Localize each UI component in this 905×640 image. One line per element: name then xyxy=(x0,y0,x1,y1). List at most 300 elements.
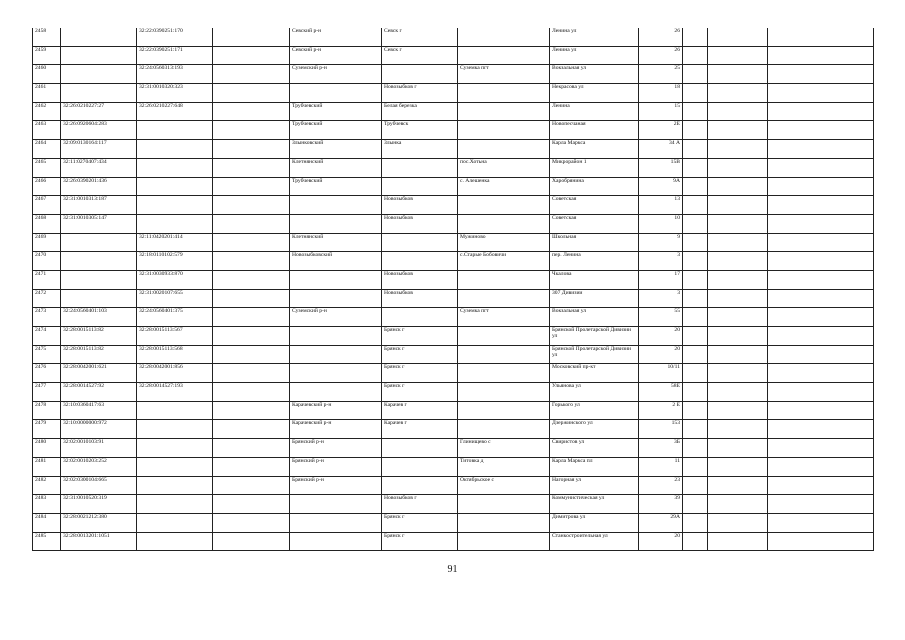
town: Карачев г xyxy=(382,420,458,439)
table-row xyxy=(33,327,874,346)
row-number: 2478 xyxy=(33,401,61,420)
street: Брянской Пролетарской Дивизии ул xyxy=(550,327,639,346)
empty-cell xyxy=(708,46,768,65)
house-number: 15 xyxy=(639,102,683,121)
table-row xyxy=(33,252,874,271)
empty-cell xyxy=(708,476,768,495)
town: Брянск г xyxy=(382,327,458,346)
house-number: 23 xyxy=(639,476,683,495)
street: Ленина ул xyxy=(550,28,639,46)
cadastral-number-parcel: 32:28:0042001:621 xyxy=(61,364,137,383)
empty-cell xyxy=(683,158,708,177)
row-number: 2461 xyxy=(33,84,61,103)
cadastral-number-parcel xyxy=(61,46,137,65)
settlement xyxy=(458,214,550,233)
town: Брянск г xyxy=(382,345,458,364)
empty-cell xyxy=(708,420,768,439)
row-number: 2482 xyxy=(33,476,61,495)
district: Трубчевский xyxy=(290,102,382,121)
cadastral-number-building xyxy=(137,476,213,495)
table-row xyxy=(33,532,874,551)
empty-cell xyxy=(213,289,290,308)
town: Новозыбков xyxy=(382,214,458,233)
empty-cell xyxy=(768,196,874,215)
cadastral-number-building xyxy=(137,532,213,551)
town xyxy=(382,177,458,196)
empty-cell xyxy=(768,364,874,383)
empty-cell xyxy=(683,214,708,233)
empty-cell xyxy=(708,327,768,346)
table-row xyxy=(33,345,874,364)
cadastral-number-building xyxy=(137,457,213,476)
cadastral-number-building xyxy=(137,177,213,196)
settlement xyxy=(458,121,550,140)
cadastral-number-parcel: 32:26:0390201:436 xyxy=(61,177,137,196)
street: Димитрова ул xyxy=(550,513,639,532)
town: Брянск г xyxy=(382,383,458,402)
row-number: 2479 xyxy=(33,420,61,439)
settlement: с. Алешенка xyxy=(458,177,550,196)
town xyxy=(382,158,458,177)
house-number: 9 xyxy=(639,233,683,252)
table-row xyxy=(33,439,874,458)
cadastral-number-parcel: 32:28:0021212:380 xyxy=(61,513,137,532)
town: Карачев г xyxy=(382,401,458,420)
street: Чкалова xyxy=(550,270,639,289)
district xyxy=(290,345,382,364)
table-row xyxy=(33,46,874,65)
cadastral-number-parcel xyxy=(61,233,137,252)
row-number: 2468 xyxy=(33,214,61,233)
empty-cell xyxy=(768,513,874,532)
cadastral-number-parcel xyxy=(61,289,137,308)
empty-cell xyxy=(708,140,768,159)
empty-cell xyxy=(213,457,290,476)
table-row xyxy=(33,233,874,252)
settlement xyxy=(458,196,550,215)
cadastral-number-building: 32:26:0210227:648 xyxy=(137,102,213,121)
table-row xyxy=(33,476,874,495)
empty-cell xyxy=(768,532,874,551)
empty-cell xyxy=(683,121,708,140)
row-number: 2458 xyxy=(33,28,61,46)
cadastral-number-building: 32:31:0010320:323 xyxy=(137,84,213,103)
empty-cell xyxy=(683,476,708,495)
empty-cell xyxy=(708,289,768,308)
table-row xyxy=(33,401,874,420)
empty-cell xyxy=(768,121,874,140)
settlement xyxy=(458,383,550,402)
empty-cell xyxy=(708,121,768,140)
cadastral-number-building: 32:22:0390251:171 xyxy=(137,46,213,65)
cadastral-number-building: 32:24:0560401:375 xyxy=(137,308,213,327)
district: Брянский р-н xyxy=(290,439,382,458)
empty-cell xyxy=(708,252,768,271)
settlement xyxy=(458,140,550,159)
settlement xyxy=(458,495,550,514)
house-number: 39 xyxy=(639,495,683,514)
cadastral-number-parcel xyxy=(61,65,137,84)
district xyxy=(290,513,382,532)
row-number: 2462 xyxy=(33,102,61,121)
cadastral-number-parcel: 32:02:0010103:91 xyxy=(61,439,137,458)
empty-cell xyxy=(768,65,874,84)
empty-cell xyxy=(683,270,708,289)
district: Злынковский xyxy=(290,140,382,159)
district xyxy=(290,327,382,346)
row-number: 2483 xyxy=(33,495,61,514)
row-number: 2484 xyxy=(33,513,61,532)
district xyxy=(290,383,382,402)
empty-cell xyxy=(683,345,708,364)
house-number: 2 Е xyxy=(639,401,683,420)
empty-cell xyxy=(768,345,874,364)
empty-cell xyxy=(683,252,708,271)
cadastral-number-parcel xyxy=(61,252,137,271)
row-number: 2469 xyxy=(33,233,61,252)
cadastral-number-parcel: 32:02:0010203:252 xyxy=(61,457,137,476)
table-row xyxy=(33,214,874,233)
empty-cell xyxy=(708,345,768,364)
house-number: 9А xyxy=(639,177,683,196)
district: Суземский р-н xyxy=(290,65,382,84)
table-row xyxy=(33,308,874,327)
empty-cell xyxy=(683,401,708,420)
house-number: 26 xyxy=(639,28,683,46)
row-number: 2471 xyxy=(33,270,61,289)
empty-cell xyxy=(683,28,708,46)
street: Нагорная ул xyxy=(550,476,639,495)
town: Брянск г xyxy=(382,513,458,532)
cadastral-number-building: 32:28:0015113:568 xyxy=(137,345,213,364)
empty-cell xyxy=(683,308,708,327)
cadastral-number-building xyxy=(137,158,213,177)
empty-cell xyxy=(213,214,290,233)
district xyxy=(290,495,382,514)
cadastral-number-building xyxy=(137,140,213,159)
empty-cell xyxy=(768,28,874,46)
cadastral-number-building: 32:24:0560313:193 xyxy=(137,65,213,84)
town: Брянск г xyxy=(382,364,458,383)
empty-cell xyxy=(708,196,768,215)
house-number: 20 xyxy=(639,327,683,346)
settlement: Октябрьское с xyxy=(458,476,550,495)
settlement: Суземка пгт xyxy=(458,65,550,84)
house-number: 10 xyxy=(639,214,683,233)
table-row xyxy=(33,84,874,103)
district xyxy=(290,214,382,233)
settlement: Суземка пгт xyxy=(458,308,550,327)
district xyxy=(290,270,382,289)
district xyxy=(290,289,382,308)
empty-cell xyxy=(683,65,708,84)
settlement xyxy=(458,401,550,420)
table-row xyxy=(33,420,874,439)
house-number: 29А xyxy=(639,513,683,532)
town: Новозыбков xyxy=(382,289,458,308)
house-number: 3 xyxy=(639,289,683,308)
empty-cell xyxy=(708,495,768,514)
empty-cell xyxy=(683,383,708,402)
row-number: 2463 xyxy=(33,121,61,140)
cadastral-number-parcel: 32:28:0013201:1051 xyxy=(61,532,137,551)
empty-cell xyxy=(708,532,768,551)
empty-cell xyxy=(708,84,768,103)
row-number: 2475 xyxy=(33,345,61,364)
table-row xyxy=(33,383,874,402)
empty-cell xyxy=(213,345,290,364)
empty-cell xyxy=(708,364,768,383)
town xyxy=(382,457,458,476)
street: 307 Дивизии xyxy=(550,289,639,308)
street: Станкостроительная ул xyxy=(550,532,639,551)
empty-cell xyxy=(768,102,874,121)
empty-cell xyxy=(213,102,290,121)
empty-cell xyxy=(213,270,290,289)
table-row xyxy=(33,495,874,514)
row-number: 2466 xyxy=(33,177,61,196)
town: Новозыбков xyxy=(382,196,458,215)
house-number: 18 xyxy=(639,84,683,103)
settlement xyxy=(458,84,550,103)
table-row xyxy=(33,513,874,532)
district: Севский р-н xyxy=(290,28,382,46)
empty-cell xyxy=(683,327,708,346)
empty-cell xyxy=(768,270,874,289)
cadastral-number-building: 32:18:0110102:579 xyxy=(137,252,213,271)
street: Советская xyxy=(550,214,639,233)
empty-cell xyxy=(708,513,768,532)
settlement: с.Старые Бобовичи xyxy=(458,252,550,271)
street: Школьная xyxy=(550,233,639,252)
table-row xyxy=(33,102,874,121)
district: Брянский р-н xyxy=(290,476,382,495)
cadastral-number-building: 32:28:0014527:193 xyxy=(137,383,213,402)
empty-cell xyxy=(768,457,874,476)
empty-cell xyxy=(683,84,708,103)
settlement xyxy=(458,364,550,383)
street: Горького ул xyxy=(550,401,639,420)
empty-cell xyxy=(213,233,290,252)
cadastral-number-parcel: 32:11:0270407:434 xyxy=(61,158,137,177)
cadastral-number-parcel: 32:31:0010520:319 xyxy=(61,495,137,514)
settlement xyxy=(458,420,550,439)
cadastral-number-parcel: 32:10:0000000:972 xyxy=(61,420,137,439)
empty-cell xyxy=(768,140,874,159)
district: Суземский р-н xyxy=(290,308,382,327)
empty-cell xyxy=(768,383,874,402)
row-number: 2476 xyxy=(33,364,61,383)
empty-cell xyxy=(683,457,708,476)
settlement xyxy=(458,102,550,121)
empty-cell xyxy=(768,439,874,458)
table-row xyxy=(33,270,874,289)
street: Карла Маркса xyxy=(550,140,639,159)
cadastral-number-building xyxy=(137,513,213,532)
settlement: Титовка д xyxy=(458,457,550,476)
house-number: 17 xyxy=(639,270,683,289)
town: Севск г xyxy=(382,46,458,65)
table-row xyxy=(33,457,874,476)
empty-cell xyxy=(213,177,290,196)
row-number: 2474 xyxy=(33,327,61,346)
empty-cell xyxy=(213,476,290,495)
cadastral-number-building xyxy=(137,196,213,215)
table-row xyxy=(33,364,874,383)
cadastral-number-parcel xyxy=(61,270,137,289)
house-number: 26 xyxy=(639,46,683,65)
empty-cell xyxy=(683,420,708,439)
empty-cell xyxy=(213,532,290,551)
house-number: 3Б xyxy=(639,439,683,458)
street: Московский пр-кт xyxy=(550,364,639,383)
house-number: 55 xyxy=(639,308,683,327)
row-number: 2485 xyxy=(33,532,61,551)
settlement xyxy=(458,327,550,346)
row-number: 2465 xyxy=(33,158,61,177)
empty-cell xyxy=(683,289,708,308)
row-number: 2480 xyxy=(33,439,61,458)
settlement xyxy=(458,289,550,308)
empty-cell xyxy=(213,401,290,420)
house-number: 34 А xyxy=(639,140,683,159)
settlement xyxy=(458,270,550,289)
house-number: 25 xyxy=(639,65,683,84)
street: Советская xyxy=(550,196,639,215)
cadastral-number-building xyxy=(137,420,213,439)
empty-cell xyxy=(708,177,768,196)
empty-cell xyxy=(708,457,768,476)
row-number: 2481 xyxy=(33,457,61,476)
settlement: пос.Хотьна xyxy=(458,158,550,177)
house-number: 153 xyxy=(639,420,683,439)
empty-cell xyxy=(213,196,290,215)
cadastral-number-building: 32:31:0030933:870 xyxy=(137,270,213,289)
empty-cell xyxy=(213,158,290,177)
empty-cell xyxy=(708,158,768,177)
empty-cell xyxy=(768,214,874,233)
street: Дзержинского ул xyxy=(550,420,639,439)
street: Ленина ул xyxy=(550,46,639,65)
cadastral-number-building: 32:22:0390251:170 xyxy=(137,28,213,46)
street: пер. Ленина xyxy=(550,252,639,271)
town: Новозыбков xyxy=(382,270,458,289)
cadastral-number-building xyxy=(137,401,213,420)
empty-cell xyxy=(708,102,768,121)
table-row xyxy=(33,158,874,177)
empty-cell xyxy=(213,439,290,458)
records-table xyxy=(32,28,874,551)
empty-cell xyxy=(768,46,874,65)
town xyxy=(382,252,458,271)
empty-cell xyxy=(213,495,290,514)
empty-cell xyxy=(708,308,768,327)
empty-cell xyxy=(708,233,768,252)
empty-cell xyxy=(213,140,290,159)
empty-cell xyxy=(768,233,874,252)
street: Новопесчаная xyxy=(550,121,639,140)
cadastral-number-parcel xyxy=(61,84,137,103)
empty-cell xyxy=(213,65,290,84)
street: Свиристов ул xyxy=(550,439,639,458)
empty-cell xyxy=(213,513,290,532)
empty-cell xyxy=(708,383,768,402)
empty-cell xyxy=(708,28,768,46)
cadastral-number-parcel: 32:26:0210227:27 xyxy=(61,102,137,121)
cadastral-number-building: 32:11:0420201:414 xyxy=(137,233,213,252)
empty-cell xyxy=(768,420,874,439)
empty-cell xyxy=(768,252,874,271)
empty-cell xyxy=(768,476,874,495)
row-number: 2472 xyxy=(33,289,61,308)
street: Ульянова ул xyxy=(550,383,639,402)
cadastral-number-building: 32:31:0020107:655 xyxy=(137,289,213,308)
settlement xyxy=(458,513,550,532)
empty-cell xyxy=(708,65,768,84)
district: Севский р-н xyxy=(290,46,382,65)
empty-cell xyxy=(768,495,874,514)
empty-cell xyxy=(683,177,708,196)
empty-cell xyxy=(768,401,874,420)
empty-cell xyxy=(708,401,768,420)
empty-cell xyxy=(213,308,290,327)
town: Севск г xyxy=(382,28,458,46)
settlement xyxy=(458,28,550,46)
cadastral-number-building: 32:28:0015113:567 xyxy=(137,327,213,346)
empty-cell xyxy=(683,196,708,215)
table-row xyxy=(33,121,874,140)
empty-cell xyxy=(683,513,708,532)
town: Злынка xyxy=(382,140,458,159)
town: Новозыбков г xyxy=(382,84,458,103)
district xyxy=(290,196,382,215)
town: Белая березка xyxy=(382,102,458,121)
empty-cell xyxy=(683,233,708,252)
cadastral-number-building xyxy=(137,439,213,458)
district: Трубчевский xyxy=(290,121,382,140)
district xyxy=(290,532,382,551)
page-number: 91 xyxy=(447,564,458,575)
town: Брянск г xyxy=(382,532,458,551)
house-number: 11 xyxy=(639,457,683,476)
empty-cell xyxy=(683,364,708,383)
town xyxy=(382,233,458,252)
street: Коммунистическая ул xyxy=(550,495,639,514)
cadastral-number-parcel: 32:28:0015113:82 xyxy=(61,327,137,346)
row-number: 2460 xyxy=(33,65,61,84)
table-row xyxy=(33,196,874,215)
empty-cell xyxy=(213,383,290,402)
cadastral-number-building xyxy=(137,214,213,233)
house-number: 2Е xyxy=(639,121,683,140)
house-number: 15В xyxy=(639,158,683,177)
street: Некрасова ул xyxy=(550,84,639,103)
town xyxy=(382,476,458,495)
empty-cell xyxy=(213,327,290,346)
house-number: 58Е xyxy=(639,383,683,402)
street: Карла Маркса пл xyxy=(550,457,639,476)
house-number: 20 xyxy=(639,345,683,364)
cadastral-number-parcel: 32:09:0130164:117 xyxy=(61,140,137,159)
settlement: Глинищево с xyxy=(458,439,550,458)
empty-cell xyxy=(683,140,708,159)
empty-cell xyxy=(683,495,708,514)
settlement: Мужиново xyxy=(458,233,550,252)
district: Карачевский р-н xyxy=(290,420,382,439)
settlement xyxy=(458,46,550,65)
cadastral-number-parcel xyxy=(61,28,137,46)
house-number: 10/11 xyxy=(639,364,683,383)
